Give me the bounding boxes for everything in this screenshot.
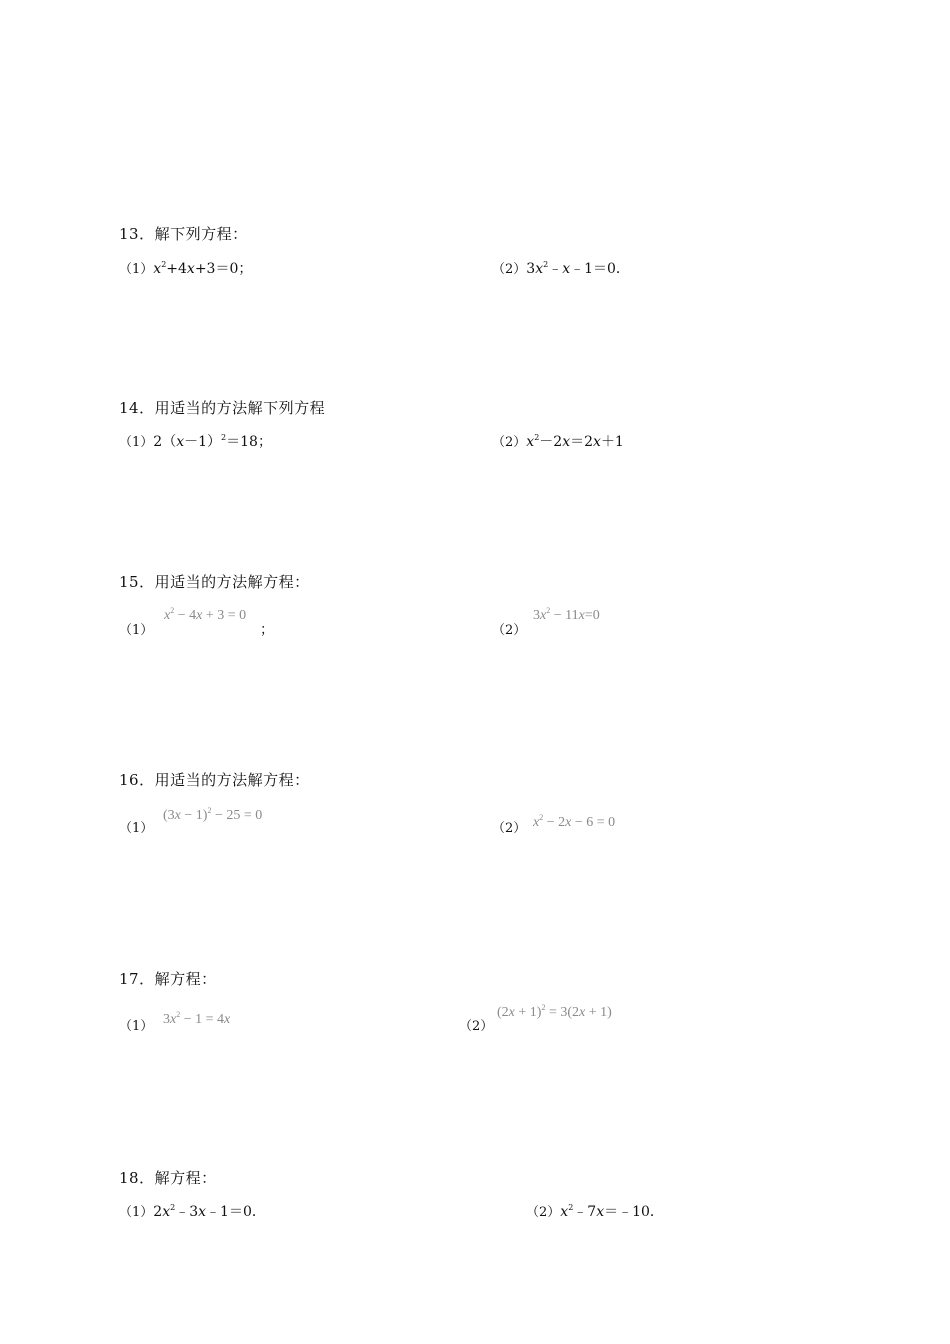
term: ﹣1＝0． (570, 261, 630, 277)
exponent: 2 (543, 260, 549, 269)
q13-part2 (492, 258, 630, 278)
term: 2 (153, 1204, 163, 1220)
question-16-title: 16．用适当的方法解方程： (119, 771, 310, 789)
var: x (560, 1204, 569, 1220)
term: ﹣3 (175, 1204, 199, 1220)
q16-part2-label (492, 817, 526, 836)
term: ﹣ (548, 261, 563, 277)
var: x (533, 815, 540, 830)
var: x (170, 1012, 177, 1027)
term: − 1) (180, 808, 208, 823)
term: − 11 (550, 608, 579, 623)
part-label: （2） (526, 1205, 561, 1220)
q18-part2 (526, 1201, 664, 1221)
question-15-title: 15．用适当的方法解方程： (119, 573, 310, 591)
equation (153, 434, 272, 450)
q17-part2-label (459, 1015, 493, 1034)
exponent: 2 (207, 806, 212, 815)
part-label: （2） (459, 1019, 494, 1034)
part-label: （1） (119, 435, 154, 450)
part-label: （2） (492, 262, 527, 277)
term: 3 (526, 261, 536, 277)
q15-part1-equation (164, 606, 246, 624)
exponent: 2 (221, 433, 227, 442)
term: ﹣1＝0． (206, 1204, 266, 1220)
part-label: （1） (119, 1019, 154, 1034)
exponent: 2 (161, 260, 167, 269)
exponent: 2 (546, 606, 551, 615)
exponent: 2 (541, 1003, 546, 1012)
question-14-title: 14．用适当的方法解下列方程 (119, 399, 326, 417)
q16-part1-label (119, 817, 153, 836)
term: +4 (166, 261, 187, 277)
term: ＝2 (570, 434, 594, 450)
var: x (174, 808, 181, 823)
equation (153, 261, 252, 277)
var: x (164, 608, 171, 623)
exponent: 2 (170, 1203, 176, 1212)
part-label: （2） (492, 821, 527, 836)
q13-part1 (119, 258, 252, 278)
term: = 3(2 (545, 1005, 580, 1020)
q17-part2-equation (497, 1003, 612, 1021)
q15-part2-equation (533, 606, 600, 624)
part-label: （1） (119, 1205, 154, 1220)
term: − 1 = 4 (180, 1012, 225, 1027)
term: − 6 = 0 (571, 815, 616, 830)
term: =0 (584, 608, 600, 623)
q15-part1-label (119, 619, 153, 638)
var: x (224, 1012, 231, 1027)
term: ＋1 (600, 434, 624, 450)
term: ＝18； (226, 434, 272, 450)
part-label: （1） (119, 262, 154, 277)
var: x (540, 608, 547, 623)
q14-part1 (119, 431, 272, 451)
var: x (153, 261, 162, 277)
var: x (198, 1204, 207, 1220)
var: x (176, 434, 185, 450)
exponent: 2 (568, 1203, 574, 1212)
q15-part1-tail: ； (260, 622, 274, 638)
question-17-title: 17．解方程： (119, 970, 217, 988)
q17-part1-label (119, 1015, 153, 1034)
question-13-title: 13．解下列方程： (119, 225, 248, 243)
exponent: 2 (539, 813, 544, 822)
term: 3 (533, 608, 540, 623)
term: 2（ (153, 434, 177, 450)
var: x (526, 434, 535, 450)
question-18-title: 18．解方程： (119, 1169, 217, 1187)
var: x (565, 815, 572, 830)
q18-part1 (119, 1201, 266, 1221)
q16-part2-equation (533, 813, 615, 831)
term: 3 (163, 1012, 170, 1027)
part-label: （2） (492, 623, 527, 638)
exponent: 2 (170, 606, 175, 615)
term: + 1) (585, 1005, 612, 1020)
equation (526, 261, 630, 277)
term: + 3 = 0 (202, 608, 247, 623)
var: x (186, 261, 195, 277)
q17-part1-equation (163, 1010, 230, 1028)
term: +3＝0； (194, 261, 253, 277)
var: x (562, 434, 571, 450)
term: − 2 (543, 815, 566, 830)
equation (153, 1204, 266, 1220)
term: －1） (184, 434, 222, 450)
part-label: （2） (492, 435, 527, 450)
var: x (162, 1204, 171, 1220)
var: x (593, 434, 601, 450)
var: x (579, 1005, 586, 1020)
term: (2 (497, 1005, 509, 1020)
var: x (535, 261, 544, 277)
part-label: （1） (119, 821, 154, 836)
q15-part2-label (492, 619, 526, 638)
term: －2 (539, 434, 563, 450)
term: + 1) (514, 1005, 542, 1020)
var: x (508, 1005, 515, 1020)
part-label: （1） (119, 623, 154, 638)
term: ﹣7 (573, 1204, 597, 1220)
equation (560, 1204, 664, 1220)
exponent: 2 (534, 433, 540, 442)
q14-part2 (492, 431, 624, 451)
equation (526, 434, 624, 450)
term: ＝﹣10． (604, 1204, 664, 1220)
term: − 4 (174, 608, 197, 623)
term: (3 (163, 808, 175, 823)
var: x (562, 261, 571, 277)
q16-part1-equation (163, 806, 262, 824)
var: x (596, 1204, 605, 1220)
exponent: 2 (176, 1010, 181, 1019)
var: x (578, 608, 585, 623)
term: − 25 = 0 (211, 808, 263, 823)
var: x (196, 608, 203, 623)
